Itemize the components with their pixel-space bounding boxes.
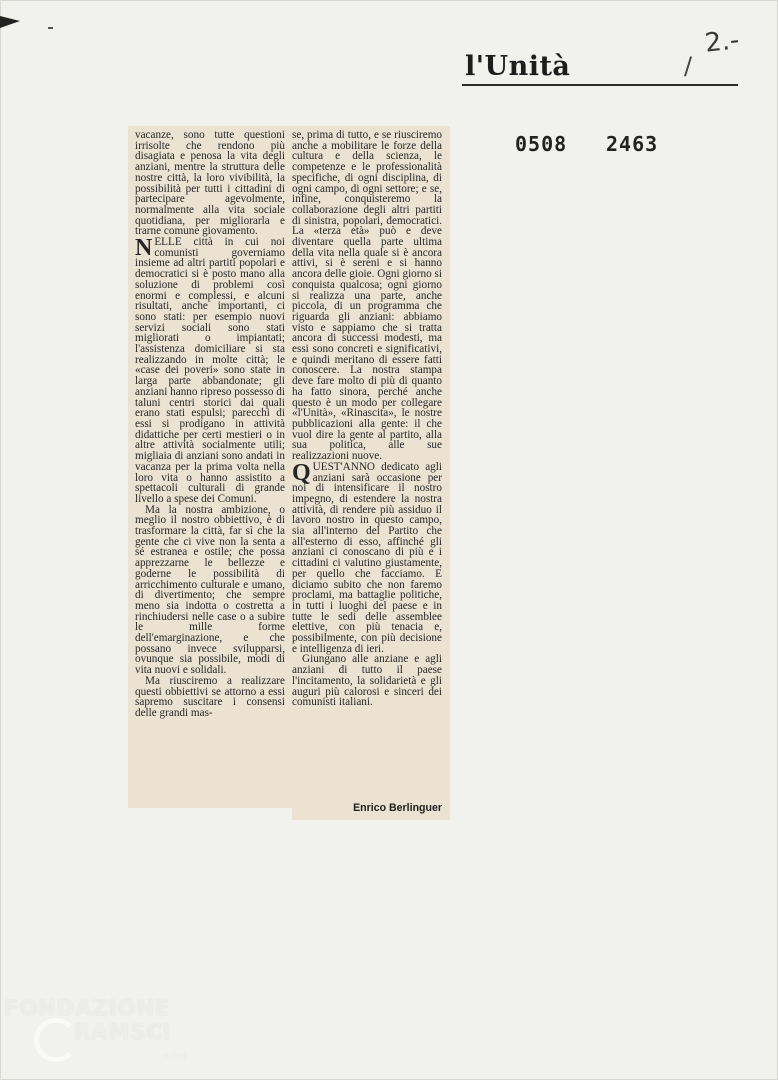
newspaper-masthead <box>462 48 738 86</box>
newspaper-logo: l'Unità <box>465 51 571 82</box>
paragraph-with-dropcap <box>292 459 442 655</box>
fondazione-gramsci-watermark <box>4 996 187 1062</box>
dropcap: Q <box>292 459 311 486</box>
article-column-left <box>135 130 285 719</box>
paragraph: Giungano alle anziane e agli anziani di tutto il paese l'incitamento, la solidarietà e gli auguri più calorosi e sinceri dei comunisti italiani. <box>292 653 442 709</box>
handwritten-page-number: 2.- <box>703 25 741 59</box>
paragraph: vacanze, sono tutte questioni irrisolte che rendono più disagiata e penosa la vita degli anziani, mentre la struttura delle nostre città, la loro vivibilità, la possibilità per tutti i cittadini di partecipare agevolmente, normalmente alla vita sociale quotidiana, per migliorarla e trarne comune giovamento. <box>135 129 285 238</box>
article-column-right <box>292 130 442 708</box>
clipping-cut-edge <box>128 808 292 822</box>
corner-mark <box>0 14 20 30</box>
paragraph: Ma la nostra ambizione, o meglio il nostro obbiettivo, è di trasformare la città, far sì che la gente che ci vive non la senta a sé estranea e ostile; che possa apprezzarne le bellezze e goderne le possibilità di arricchimento culturale e umano, di divertimento; che sempre meno sia indotta o costretta a rinchiudersi nelle case o a subire le mille forme dell'emarginazione, e che possano invece svilupparsi, ovunque sia possibile, modi di vita nuovi e solidali. <box>135 503 285 677</box>
watermark-line-3: onlus <box>162 1052 187 1062</box>
corner-dash <box>48 27 53 29</box>
watermark-line-1: FONDAZIONE <box>4 996 171 1020</box>
watermark-g-logo-icon <box>34 1018 78 1062</box>
archive-code-primary: 0508 <box>515 132 568 156</box>
paragraph: se, prima di tutto, e se riusciremo anche a mobilitare le forze della cultura e della scienza, le competenze e le professionalità specifiche, di ogni disciplina, di ogni campo, di ogni settore; e se, infine, conquisteremo la collaborazione degli altri partiti di sinistra, popolari, democratici. La «terza età» può e deve diventare quella parte ultima della vita nella quale si è ancora attivi, si è sereni e si hanno ancora delle gioie. Ogni giorno si conquista qualcosa; ogni giorno si realizza una parte, anche piccola, di un programma che riguarda gli anziani: abbiamo visto e sappiamo che si tratta ancora di successi modesti, ma essi sono concreti e significativi, e quindi meritano di essere fatti conoscere. La nostra stampa deve fare molto di più di quanto ha fatto sinora, perché anche questo è un modo per collegare «l'Unità», «Rinascita», le nostre pubblicazioni alla gente: il che vuol dire la gente al partito, alla sua politica, alle sue realizzazioni nuove. <box>292 129 442 463</box>
dropcap: N <box>135 235 153 262</box>
paragraph-text: UEST'ANNO dedicato agli anziani sarà occasione per noi di intensificare il nostro impegno, di estendere la nostra attività, di rendere più assiduo il lavoro nostro in questo campo, sia all'interno del Partito che all'esterno di esso, affinché gli anziani ci conoscano di più e i cittadini ci valutino giustamente, per quello che facciamo. E diciamo subito che non faremo proclami, ma battaglie politiche, in tutti i luoghi del paese e in tutte le sedi delle assemblee elettive, con più tenacia e, possibilmente, con più decisione e intelligenza di ieri. <box>292 460 442 655</box>
watermark-line-2: RAMSCI <box>74 1020 172 1044</box>
masthead-separator: / <box>684 52 693 80</box>
archive-code-secondary: 2463 <box>606 132 659 156</box>
paragraph-text: ELLE città in cui noi comunisti governiamo insieme ad altri partiti popolari e democratici si è posto mano alla soluzione di problemi così enormi e complessi, e alcuni risultati, anche importanti, ci sono stati: per esempio nuovi servizi sociali sono stati migliorati o impiantati; l'assistenza domiciliare si sta realizzando in molte città; le «case dei poveri» sono state in larga parte abbandonate; gli anziani hanno ripreso possesso di taluni centri storici dai quali erano stati espulsi; parecchi di essi si prodigano in attività didattiche per certi mestieri o in altre attività socialmente utili; migliaia di anziani sono andati in vacanza per la prima volta nella loro vita o hanno assistito a spettacoli culturali di grande livello a spese dei Comuni. <box>135 236 285 505</box>
paragraph-with-dropcap <box>135 237 285 505</box>
paragraph: Ma riusciremo a realizzare questi obbiettivi se attorno a essi sapremo suscitare i consensi delle grandi mas- <box>135 674 285 719</box>
author-signature: Enrico Berlinguer <box>353 802 442 814</box>
